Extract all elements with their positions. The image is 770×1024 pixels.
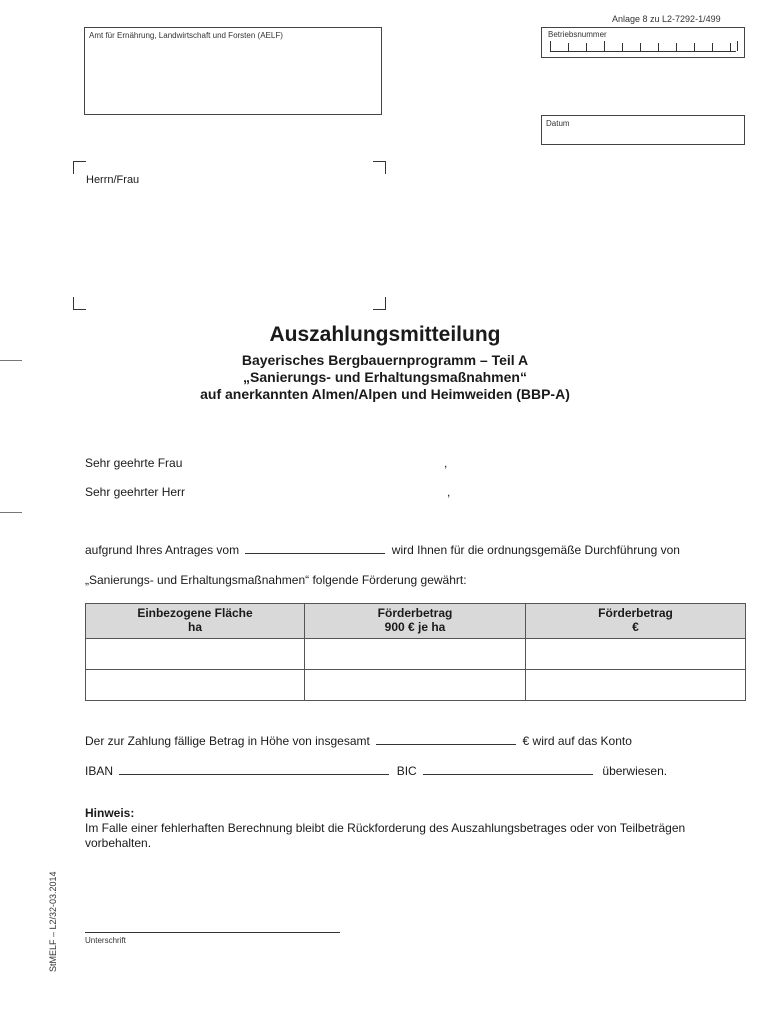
funding-granted-text: „Sanierungs- und Erhaltungsmaßnahmen“ folgende Förderung gewährt: <box>85 573 467 587</box>
authority-box[interactable] <box>84 27 382 115</box>
rate-cell[interactable] <box>305 639 526 670</box>
greeting-male: Sehr geehrter Herr <box>85 485 186 499</box>
table-row <box>86 639 746 670</box>
farm-number-box[interactable] <box>541 27 745 58</box>
bic-label: BIC <box>396 764 417 778</box>
application-sentence <box>85 543 680 557</box>
greeting-male-comma: , <box>447 485 451 499</box>
annex-reference: Anlage 8 zu L2-7292-1/499 <box>612 14 721 24</box>
address-corner-top-left <box>73 161 86 174</box>
bank-details-line <box>85 764 667 778</box>
greeting-female: Sehr geehrte Frau <box>85 456 183 470</box>
document-title: Auszahlungsmitteilung <box>269 323 501 346</box>
authority-label: Amt für Ernährung, Landwirtschaft und Forsten (AELF) <box>89 31 283 40</box>
program-name: Bayerisches Bergbauernprogramm – Teil A <box>241 352 529 368</box>
notice-heading: Hinweis: <box>85 806 135 820</box>
notice-line-1: Im Falle einer fehlerhaften Berechnung bleibt die Rückforderung des Auszahlungsbetrages oder von Teilbeträgen <box>85 821 686 835</box>
iban-field[interactable] <box>119 764 389 775</box>
iban-label: IBAN <box>85 764 114 778</box>
transferred-text: überwiesen. <box>602 764 668 778</box>
payment-text-start: Der zur Zahlung fällige Betrag in Höhe von insgesamt <box>85 734 370 748</box>
area-cell[interactable] <box>86 670 305 701</box>
measure-name: „Sanierungs- und Erhaltungsmaßnahmen“ <box>243 369 527 385</box>
application-text-start: aufgrund Ihres Antrages vom <box>85 543 240 557</box>
address-corner-bottom-left <box>73 297 86 310</box>
table-row <box>86 670 746 701</box>
signature-label: Unterschrift <box>85 936 126 945</box>
address-salutation: Herrn/Frau <box>86 174 140 186</box>
notice-line-2: vorbehalten. <box>85 836 152 850</box>
payment-sentence <box>85 734 632 748</box>
date-label: Datum <box>546 119 570 128</box>
date-box[interactable] <box>541 115 745 145</box>
funding-table <box>85 603 746 701</box>
payment-text-end: € wird auf das Konto <box>522 734 632 748</box>
application-date-field[interactable] <box>245 543 385 554</box>
amount-cell[interactable] <box>526 670 746 701</box>
header-rate: Förderbetrag 900 € je ha <box>305 604 526 639</box>
amount-cell[interactable] <box>526 639 746 670</box>
farm-number-label: Betriebsnummer <box>548 30 607 39</box>
total-amount-field[interactable] <box>376 734 516 745</box>
farm-number-digit-row <box>550 41 736 52</box>
program-scope: auf anerkannten Almen/Alpen und Heimweiden (BBP-A) <box>200 386 570 402</box>
signature-line[interactable] <box>85 932 340 933</box>
form-code: StMELF – L2/32-03.2014 <box>48 871 58 972</box>
header-area: Einbezogene Fläche ha <box>86 604 305 639</box>
area-cell[interactable] <box>86 639 305 670</box>
rate-cell[interactable] <box>305 670 526 701</box>
address-corner-bottom-right <box>373 297 386 310</box>
header-amount: Förderbetrag € <box>526 604 746 639</box>
fold-mark-middle <box>0 512 22 513</box>
address-corner-top-right <box>373 161 386 174</box>
bic-field[interactable] <box>423 764 593 775</box>
application-text-end: wird Ihnen für die ordnungsgemäße Durchführung von <box>391 543 680 557</box>
greeting-female-comma: , <box>444 456 448 470</box>
